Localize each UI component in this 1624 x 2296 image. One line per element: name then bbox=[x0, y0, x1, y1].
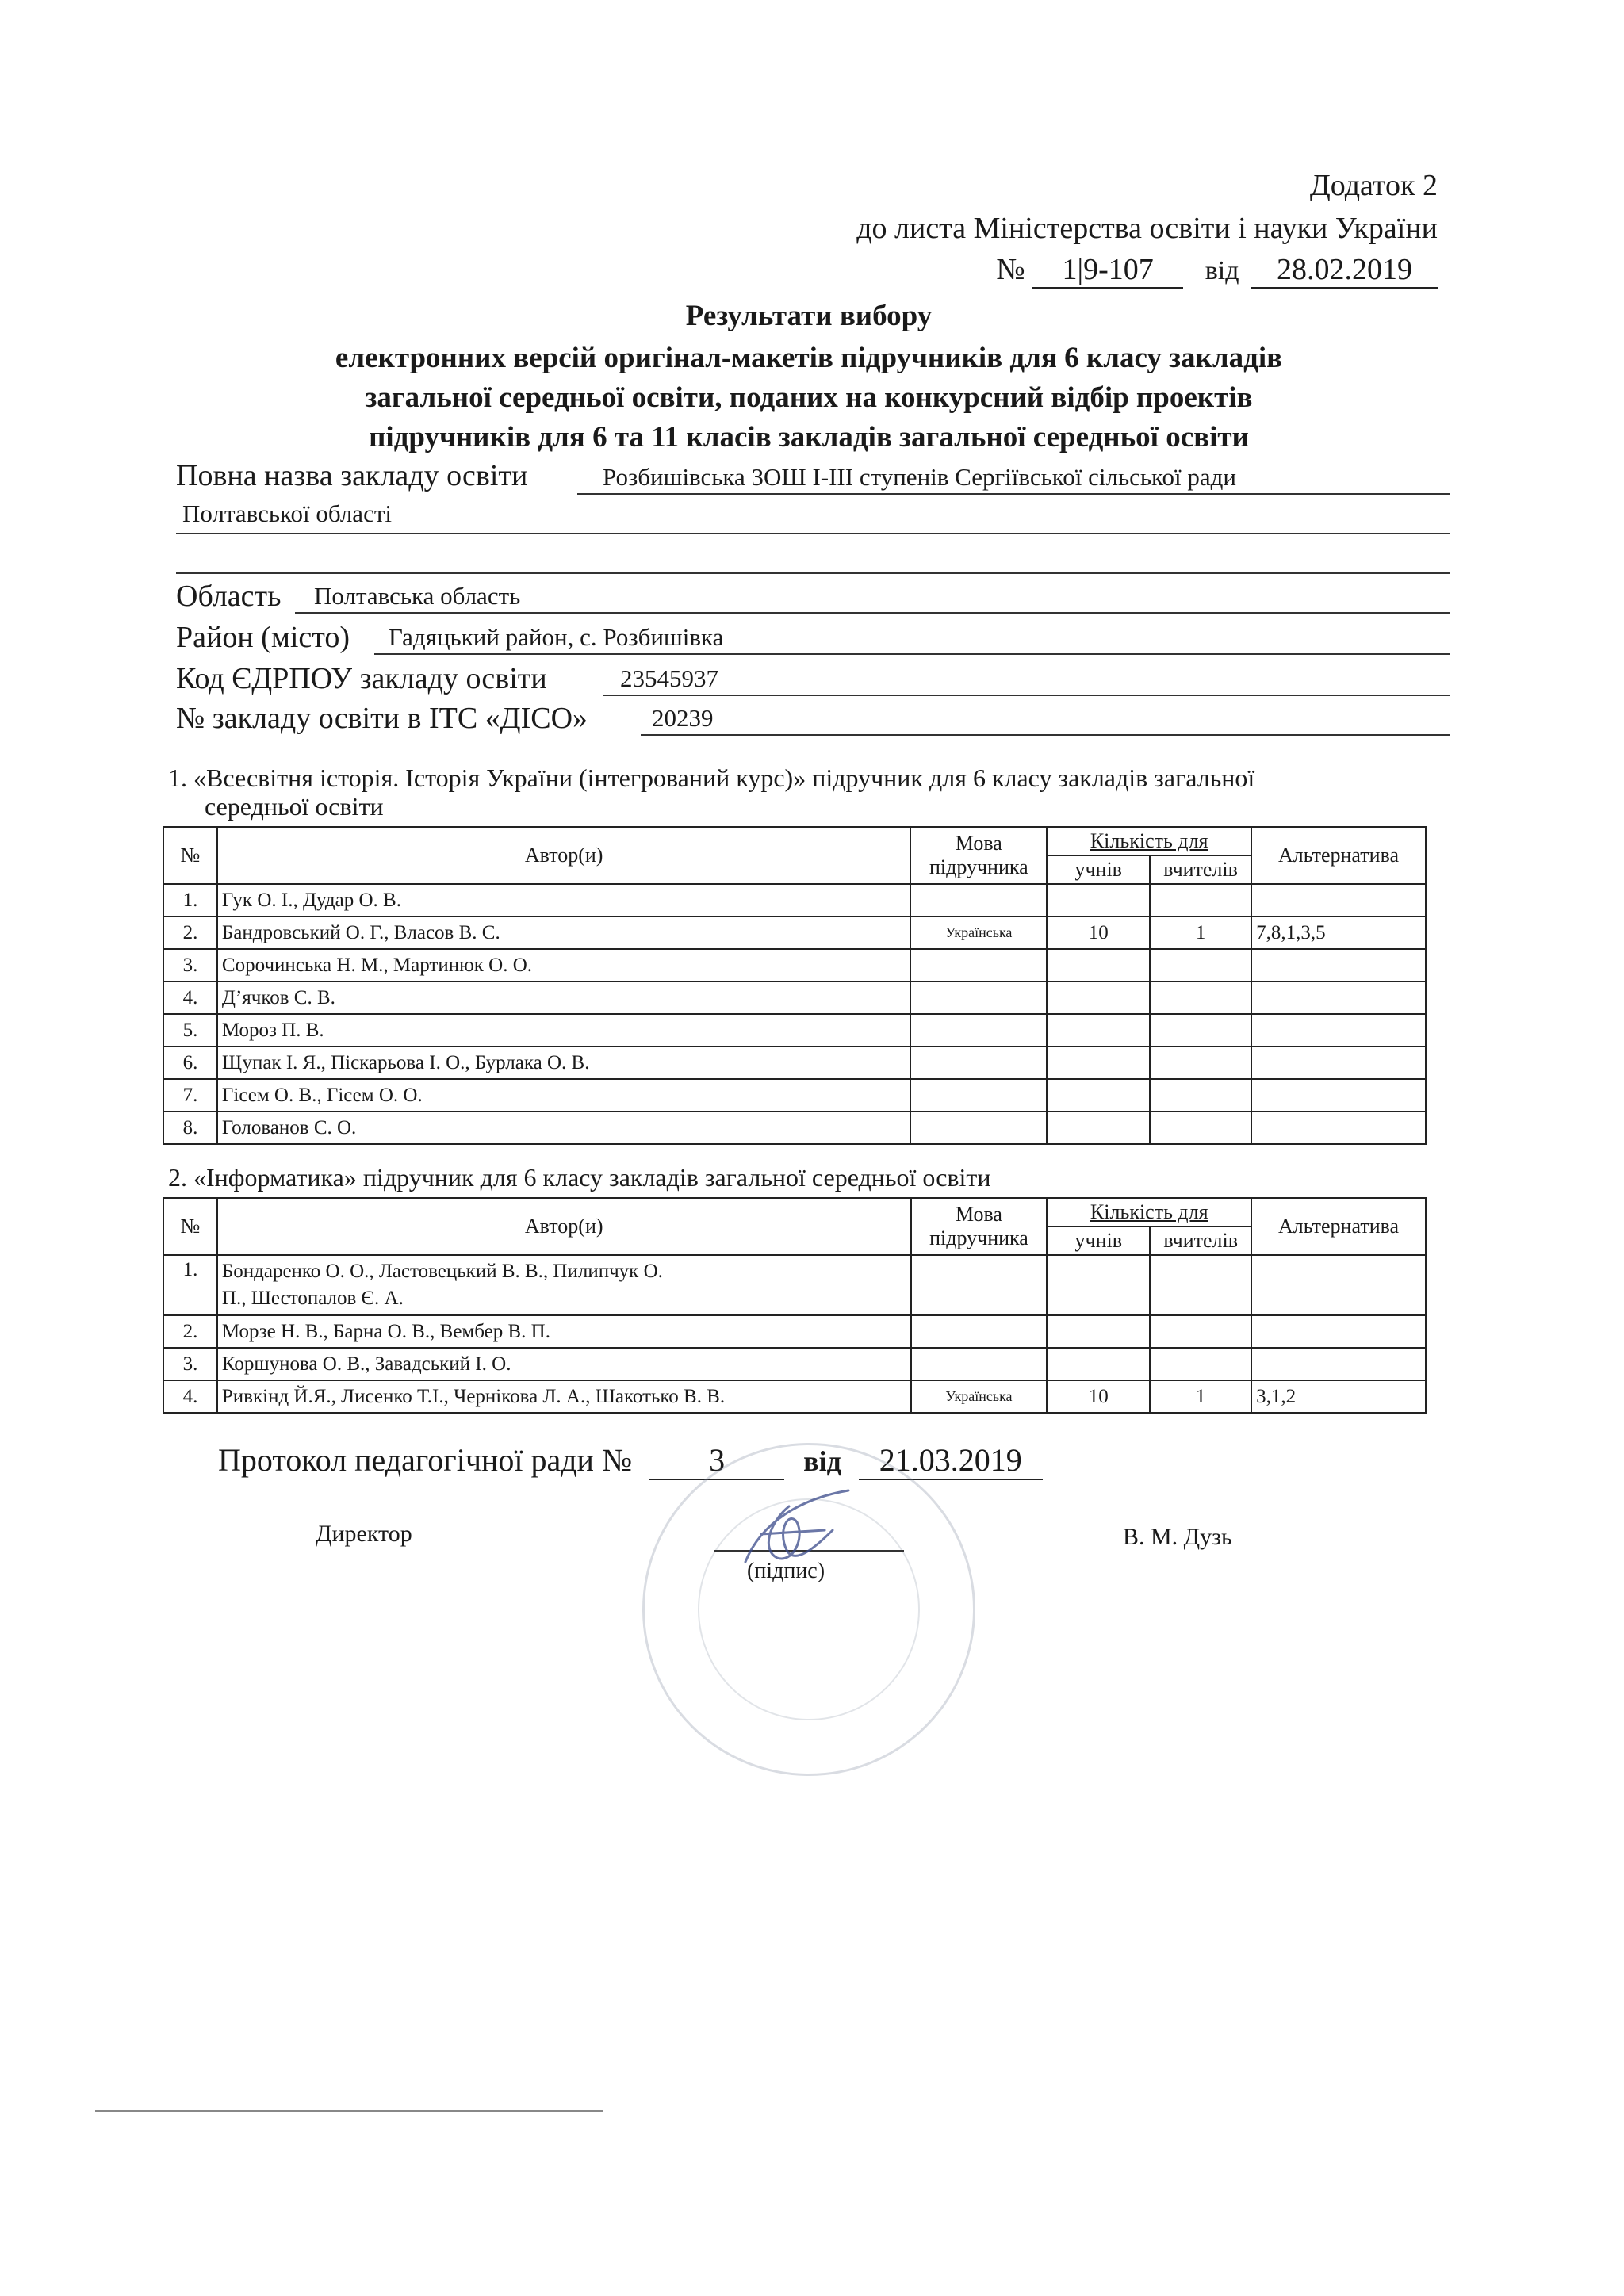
letter-number-line bbox=[996, 252, 1438, 289]
row-number: 4. bbox=[163, 1380, 217, 1413]
col-teachers-header: вчителів bbox=[1150, 1226, 1251, 1255]
row-students bbox=[1047, 982, 1150, 1014]
col-author-header: Автор(и) bbox=[217, 1198, 911, 1255]
row-alt bbox=[1251, 1348, 1426, 1380]
row-number: 5. bbox=[163, 1014, 217, 1047]
region-underline bbox=[295, 612, 1450, 614]
row-students bbox=[1047, 884, 1150, 916]
lang-header-line-2: підручника bbox=[929, 1226, 1028, 1249]
signature-caption: (підпис) bbox=[747, 1559, 825, 1583]
row-number: 8. bbox=[163, 1112, 217, 1144]
row-teachers: 1 bbox=[1150, 1380, 1251, 1413]
row-number: 2. bbox=[163, 916, 217, 949]
doc-title-line-4: підручників для 6 та 11 класів закладів загальної середньої освіти bbox=[369, 421, 1249, 453]
row-teachers bbox=[1150, 982, 1251, 1014]
full-name-value: Розбишівська ЗОШ І-ІІІ ступенів Сергіївської сільської ради bbox=[603, 463, 1236, 491]
row-alt bbox=[1251, 1047, 1426, 1079]
col-qty-header: Кількість для bbox=[1047, 1198, 1251, 1226]
col-teachers-header: вчителів bbox=[1150, 855, 1251, 884]
doc-title-line-2: електронних версій оригінал-макетів підручників для 6 класу закладів bbox=[335, 342, 1283, 374]
protocol-number: 3 bbox=[649, 1441, 784, 1480]
row-number: 3. bbox=[163, 1348, 217, 1380]
row-teachers bbox=[1150, 1348, 1251, 1380]
col-students-header: учнів bbox=[1047, 1226, 1150, 1255]
section-1-title: 1. «Всесвітня історія. Історія України (інтегрований курс)» підручник для 6 класу закладів загальної bbox=[168, 763, 1255, 792]
row-author: Ривкінд Й.Я., Лисенко Т.І., Чернікова Л. А., Шакотько В. В. bbox=[217, 1380, 911, 1413]
row-alt bbox=[1251, 1079, 1426, 1112]
edrpou-underline bbox=[603, 695, 1450, 696]
row-lang bbox=[910, 1014, 1047, 1047]
table-row bbox=[163, 1047, 1426, 1079]
scan-artifact-line bbox=[95, 2110, 603, 2112]
row-author: Мороз П. В. bbox=[217, 1014, 910, 1047]
col-qty-header: Кількість для bbox=[1047, 827, 1251, 855]
row-author: Бандровський О. Г., Власов В. С. bbox=[217, 916, 910, 949]
col-alt-header: Альтернатива bbox=[1251, 827, 1426, 884]
lang-header-line-1: Мова bbox=[955, 832, 1002, 855]
row-lang bbox=[910, 884, 1047, 916]
table-row bbox=[163, 1112, 1426, 1144]
row-lang bbox=[910, 949, 1047, 982]
letter-date: 28.02.2019 bbox=[1251, 252, 1438, 289]
its-value: 20239 bbox=[652, 704, 714, 732]
row-teachers bbox=[1150, 884, 1251, 916]
appendix-label: Додаток 2 bbox=[1309, 169, 1438, 202]
row-students bbox=[1047, 1014, 1150, 1047]
blank-line-1 bbox=[176, 533, 1450, 534]
row-alt bbox=[1251, 982, 1426, 1014]
section-1-title-cont: середньої освіти bbox=[205, 792, 384, 821]
row-author: Д’ячков С. В. bbox=[217, 982, 910, 1014]
row-alt bbox=[1251, 884, 1426, 916]
district-value: Гадяцький район, с. Розбишівка bbox=[389, 623, 724, 651]
row-teachers: 1 bbox=[1150, 916, 1251, 949]
protocol-date: 21.03.2019 bbox=[859, 1441, 1043, 1480]
edrpou-value: 23545937 bbox=[620, 664, 718, 692]
col-lang-header bbox=[911, 1198, 1048, 1255]
doc-title-line-3: загальної середньої освіти, поданих на конкурсний відбір проектів bbox=[365, 381, 1253, 414]
full-name-label: Повна назва закладу освіти bbox=[176, 459, 528, 492]
row-number: 4. bbox=[163, 982, 217, 1014]
full-name-underline bbox=[577, 493, 1450, 495]
row-students bbox=[1047, 1079, 1150, 1112]
row-author: Коршунова О. В., Завадський І. О. bbox=[217, 1348, 911, 1380]
protocol-line bbox=[218, 1441, 1043, 1480]
full-name-value-cont: Полтавської області bbox=[182, 499, 392, 527]
table-row bbox=[163, 1348, 1426, 1380]
row-students: 10 bbox=[1047, 916, 1150, 949]
row-students: 10 bbox=[1047, 1380, 1150, 1413]
district-label: Район (місто) bbox=[176, 621, 350, 654]
table-row bbox=[163, 916, 1426, 949]
table-row bbox=[163, 1014, 1426, 1047]
district-underline bbox=[374, 653, 1450, 655]
row-number: 1. bbox=[163, 884, 217, 916]
doc-title-line-1: Результати вибору bbox=[685, 300, 933, 332]
row-author: Гук О. І., Дудар О. В. bbox=[217, 884, 910, 916]
row-teachers bbox=[1150, 949, 1251, 982]
row-alt bbox=[1251, 949, 1426, 982]
director-label: Директор bbox=[316, 1521, 412, 1547]
handwritten-signature bbox=[714, 1475, 872, 1594]
row-students bbox=[1047, 1348, 1150, 1380]
row-teachers bbox=[1150, 1255, 1251, 1315]
lang-header-line-1: Мова bbox=[955, 1203, 1002, 1226]
table-row bbox=[163, 1079, 1426, 1112]
row-lang bbox=[910, 1112, 1047, 1144]
row-alt bbox=[1251, 1255, 1426, 1315]
row-lang bbox=[910, 982, 1047, 1014]
region-value: Полтавська область bbox=[314, 582, 521, 610]
row-number: 7. bbox=[163, 1079, 217, 1112]
col-num-header: № bbox=[163, 827, 217, 884]
row-alt: 3,1,2 bbox=[1251, 1380, 1426, 1413]
number-sign: № bbox=[996, 253, 1025, 286]
protocol-label: Протокол педагогічної ради № bbox=[218, 1442, 633, 1478]
table-row bbox=[163, 1315, 1426, 1348]
row-author: Бондаренко О. О., Ластовецький В. В., Пилипчук О. П., Шестопалов Є. А. bbox=[217, 1255, 911, 1315]
row-author: Голованов С. О. bbox=[217, 1112, 910, 1144]
row-author: Гісем О. В., Гісем О. О. bbox=[217, 1079, 910, 1112]
protocol-date-label: від bbox=[803, 1445, 841, 1477]
col-num-header: № bbox=[163, 1198, 217, 1255]
table-row bbox=[163, 982, 1426, 1014]
col-lang-header bbox=[910, 827, 1047, 884]
row-number: 2. bbox=[163, 1315, 217, 1348]
row-teachers bbox=[1150, 1047, 1251, 1079]
row-lang bbox=[910, 1079, 1047, 1112]
edrpou-label: Код ЄДРПОУ закладу освіти bbox=[176, 662, 547, 695]
col-alt-header: Альтернатива bbox=[1251, 1198, 1426, 1255]
section-1-table bbox=[163, 826, 1427, 1145]
col-students-header: учнів bbox=[1047, 855, 1150, 884]
row-lang bbox=[910, 1047, 1047, 1079]
row-author: Морзе Н. В., Барна О. В., Вембер В. П. bbox=[217, 1315, 911, 1348]
table-row bbox=[163, 949, 1426, 982]
row-lang bbox=[911, 1315, 1048, 1348]
blank-line-2 bbox=[176, 572, 1450, 574]
row-teachers bbox=[1150, 1014, 1251, 1047]
row-lang: Українська bbox=[910, 916, 1047, 949]
row-lang bbox=[911, 1255, 1048, 1315]
row-lang bbox=[911, 1348, 1048, 1380]
row-students bbox=[1047, 949, 1150, 982]
table-row bbox=[163, 1380, 1426, 1413]
its-underline bbox=[641, 734, 1450, 736]
lang-header-line-2: підручника bbox=[929, 855, 1028, 878]
letter-number: 1|9-107 bbox=[1032, 252, 1183, 289]
row-author: Щупак І. Я., Піскарьова І. О., Бурлака О. В. bbox=[217, 1047, 910, 1079]
letter-reference: до листа Міністерства освіти і науки України bbox=[856, 212, 1438, 245]
row-number: 6. bbox=[163, 1047, 217, 1079]
row-alt: 7,8,1,3,5 bbox=[1251, 916, 1426, 949]
section-2-table bbox=[163, 1197, 1427, 1414]
col-author-header: Автор(и) bbox=[217, 827, 910, 884]
row-teachers bbox=[1150, 1079, 1251, 1112]
row-students bbox=[1047, 1047, 1150, 1079]
section-2-title: 2. «Інформатика» підручник для 6 класу закладів загальної середньої освіти bbox=[168, 1163, 991, 1192]
director-name: В. М. Дузь bbox=[1123, 1524, 1232, 1550]
row-lang: Українська bbox=[911, 1380, 1048, 1413]
row-number: 3. bbox=[163, 949, 217, 982]
table-row bbox=[163, 884, 1426, 916]
row-students bbox=[1047, 1255, 1150, 1315]
region-label: Область bbox=[176, 580, 282, 613]
row-author: Сорочинська Н. М., Мартинюк О. О. bbox=[217, 949, 910, 982]
row-alt bbox=[1251, 1014, 1426, 1047]
date-from-label: від bbox=[1205, 256, 1239, 285]
row-alt bbox=[1251, 1112, 1426, 1144]
row-students bbox=[1047, 1112, 1150, 1144]
row-students bbox=[1047, 1315, 1150, 1348]
row-alt bbox=[1251, 1315, 1426, 1348]
row-teachers bbox=[1150, 1112, 1251, 1144]
row-teachers bbox=[1150, 1315, 1251, 1348]
row-number: 1. bbox=[163, 1255, 217, 1315]
its-label: № закладу освіти в ІТС «ДІСО» bbox=[176, 702, 588, 735]
table-row bbox=[163, 1255, 1426, 1315]
